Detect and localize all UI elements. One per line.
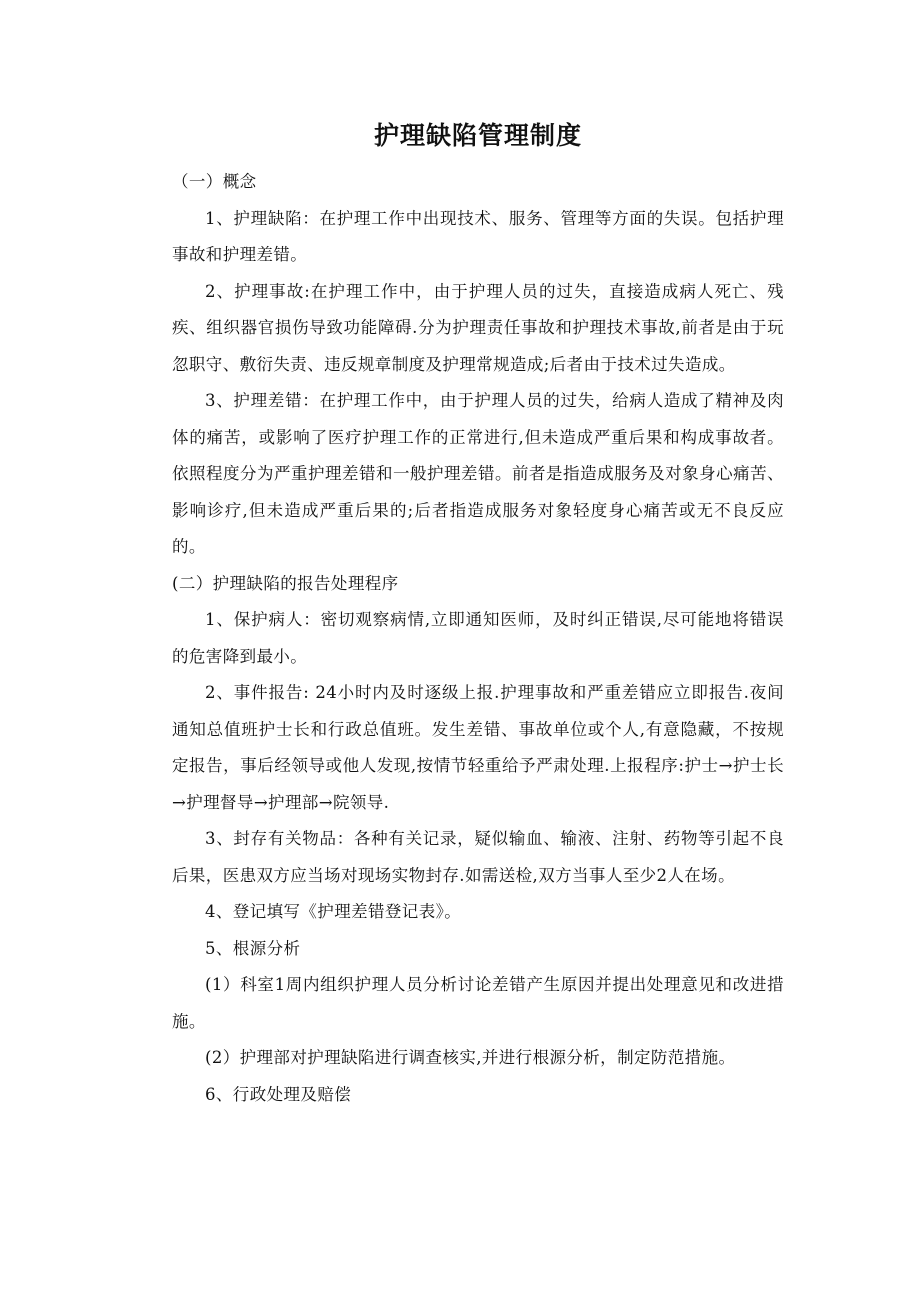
paragraph: 2、事件报告: 24小时内及时逐级上报.护理事故和严重差错应立即报告.夜间通知总值班护士长和行政总值班。发生差错、事故单位或个人,有意隐藏，不按规定报告，事后经领导或他人发现,按情节轻重给予严肃处理.上报程序:护士→护士长→护理督导→护理部→院领导. [172, 683, 784, 812]
document-page [172, 112, 784, 1113]
paragraph: 4、登记填写《护理差错登记表》。 [205, 902, 462, 921]
paragraph: 1、护理缺陷：在护理工作中出现技术、服务、管理等方面的失误。包括护理事故和护理差错。 [172, 208, 784, 264]
document-title: 护理缺陷管理制度 [373, 121, 582, 150]
paragraph: 3、封存有关物品：各种有关记录，疑似输血、输液、注射、药物等引起不良后果，医患双方应当场对现场实物封存.如需送检,双方当事人至少2人在场。 [172, 829, 784, 885]
paragraph: 5、根源分析 [205, 938, 301, 958]
section-heading: （一）概念 [172, 172, 257, 191]
paragraph: 2、护理事故:在护理工作中，由于护理人员的过失，直接造成病人死亡、残疾、组织器官损伤导致功能障碍.分为护理责任事故和护理技术事故,前者是由于玩忽职守、敷衍失责、违反规章制度及护理常规造成;后者由于技术过失造成。 [172, 281, 784, 374]
paragraph: (2）护理部对护理缺陷进行调查核实,并进行根源分析，制定防范措施。 [205, 1048, 736, 1067]
section-concepts [172, 164, 784, 566]
paragraph: 6、行政处理及赔偿 [205, 1084, 352, 1104]
paragraph: (1）科室1周内组织护理人员分析讨论差错产生原因并提出处理意见和改进措施。 [172, 975, 784, 1031]
paragraph: 1、保护病人：密切观察病情,立即通知医师，及时纠正错误,尽可能地将错误的危害降到最小。 [172, 610, 784, 666]
paragraph: 3、护理差错：在护理工作中，由于护理人员的过失，给病人造成了精神及肉体的痛苦，或影响了医疗护理工作的正常进行,但未造成严重后果和构成事故者。依照程度分为严重护理差错和一般护理差错。前者是指造成服务及对象身心痛苦、影响诊疗,但未造成严重后果的;后者指造成服务对象轻度身心痛苦或无不良反应的。 [172, 391, 784, 556]
section-report-procedure [172, 566, 784, 1114]
section-heading: (二）护理缺陷的报告处理程序 [172, 573, 399, 593]
